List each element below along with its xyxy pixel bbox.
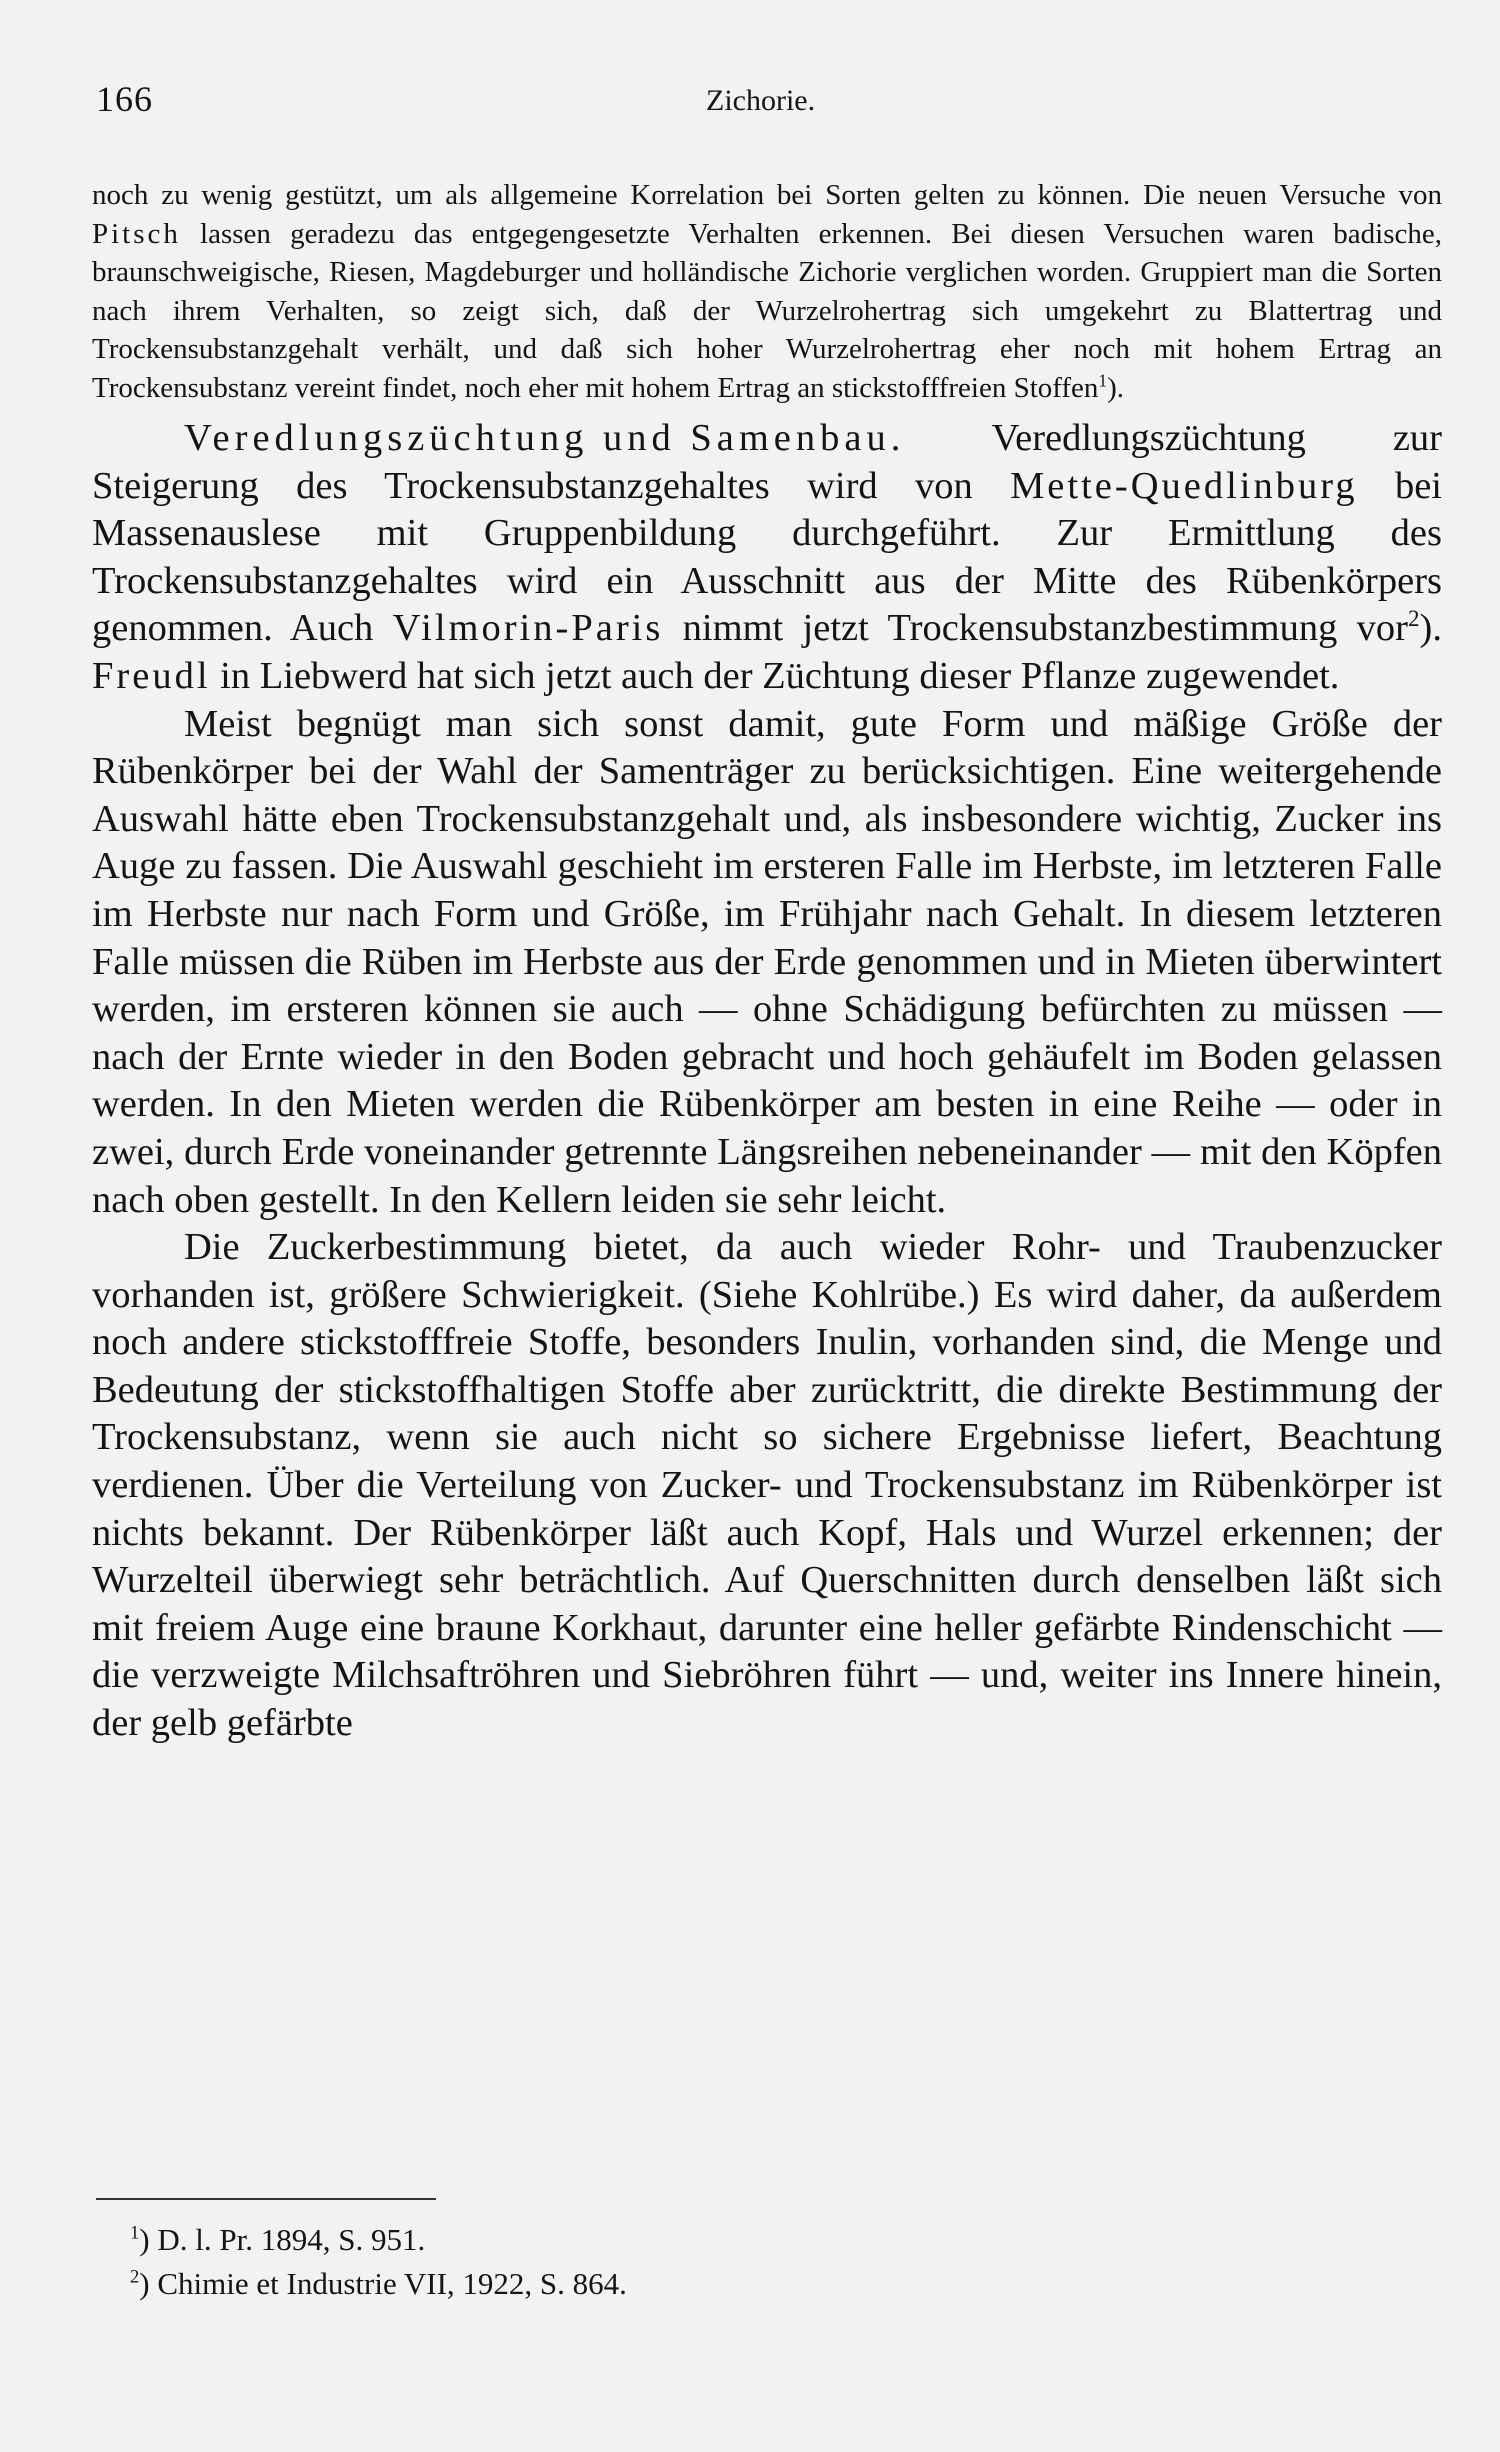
footnote-mark: 1 (130, 2222, 140, 2244)
body-text (92, 176, 1442, 1748)
author-name: Mette-Quedlinburg (1010, 464, 1358, 507)
footnote-1 (130, 2218, 1130, 2262)
footnote-rule (96, 2198, 436, 2200)
text-run: ). (1419, 607, 1442, 650)
footnote-mark: 2 (130, 2266, 140, 2288)
text-run: bei Massenauslese mit Gruppenbildung durchgeführt. Zur Ermittlung des Trockensubstanzgehaltes wird ein Ausschnitt aus der Mitte des Rübenkörpers genommen. Auch (92, 464, 1442, 650)
footnote-ref: 1 (1098, 369, 1108, 390)
author-name: Pitsch (92, 217, 181, 250)
footnote-text: ) Chimie et Industrie VII, 1922, S. 864. (139, 2266, 627, 2301)
footnotes (130, 2218, 1130, 2306)
paragraph-3: Meist begnügt man sich sonst damit, gute Form und mäßige Größe der Rübenkörper bei der Wahl der Samenträger zu berücksichtigen. Eine weitergehende Auswahl hätte eben Trockensubstanzgehalt und, als insbesondere wichtig, Zucker ins Auge zu fassen. Die Auswahl geschieht im ersteren Falle im Herbste, im letzteren Falle im Herbste nur nach Form und Größe, im Frühjahr nach Gehalt. In diesem letzteren Falle müssen die Rüben im Herbste aus der Erde genommen und in Mieten überwintert werden, im ersteren können sie auch — ohne Schädigung befürchten zu müssen — nach der Ernte wieder in den Boden gebracht und hoch gehäufelt im Boden gelassen werden. In den Mieten werden die Rübenkörper am besten in eine Reihe — oder in zwei, durch Erde voneinander getrennte Längsreihen nebeneinander — mit den Köpfen nach oben gestellt. In den Kellern leiden sie sehr leicht. (92, 702, 1442, 1221)
text-run: nimmt jetzt Trockensubstanzbestimmung vor (663, 607, 1408, 650)
text-run: ). (1107, 371, 1125, 404)
paragraph-4: Die Zuckerbestimmung bietet, da auch wieder Rohr- und Traubenzucker vorhanden ist, größere Schwierigkeit. (Siehe Kohlrübe.) Es wird daher, da außerdem noch andere stickstofffreie Stoffe, besonders Inulin, vorhanden sind, die Menge und Bedeutung der stickstoffhaltigen Stoffe aber zurücktritt, die direkte Bestimmung der Trockensubstanz, wenn sie auch nicht so sichere Ergebnisse liefert, Beachtung verdienen. Über die Verteilung von Zucker- und Trockensubstanz im Rübenkörper ist nichts bekannt. Der Rübenkörper läßt auch Kopf, Hals und Wurzel erkennen; der Wurzelteil überwiegt sehr beträchtlich. Auf Querschnitten durch denselben läßt sich mit freiem Auge eine braune Korkhaut, darunter eine heller gefärbte Rindenschicht — die verzweigte Milchsaftröhren und Siebröhren führt — und, weiter ins Innere hinein, der gelb gefärbte (92, 1226, 1442, 1745)
paragraph-2 (92, 415, 1442, 701)
author-name: Vilmorin-Paris (392, 607, 664, 650)
running-title: Zichorie. (706, 84, 816, 117)
page-number: 166 (96, 79, 153, 119)
page-header (96, 78, 1428, 138)
paragraph-1 (92, 176, 1442, 407)
footnote-ref: 2 (1408, 605, 1420, 632)
text-run: lassen geradezu das entgegengesetzte Verhalten erkennen. Bei diesen Versuchen waren badische, braunschweigische, Riesen, Magdeburger und holländische Zichorie verglichen worden. Gruppiert man die Sorten nach ihrem Verhalten, so zeigt sich, daß der Wurzelrohertrag sich umgekehrt zu Blattertrag und Trockensubstanzgehalt verhält, und daß sich hoher Wurzelrohertrag eher noch mit hohem Ertrag an Trockensubstanz vereint findet, noch eher mit hohem Ertrag an stickstofffreien Stoffen (92, 217, 1442, 404)
text-run: noch zu wenig gestützt, um als allgemeine Korrelation bei Sorten gelten zu können. Die neuen Versuche von (92, 179, 1442, 211)
text-run: in Liebwerd hat sich jetzt auch der Züchtung dieser Pflanze zugewendet. (210, 654, 1340, 697)
author-name: Freudl (92, 654, 211, 697)
text-run: Veredlungszüchtung zur Steigerung des Trockensubstanzgehaltes wird von (92, 417, 1442, 507)
footnote-2 (130, 2262, 1130, 2306)
footnote-text: ) D. l. Pr. 1894, S. 951. (139, 2222, 426, 2257)
section-heading: Veredlungszüchtung und Samenbau. (184, 417, 906, 459)
